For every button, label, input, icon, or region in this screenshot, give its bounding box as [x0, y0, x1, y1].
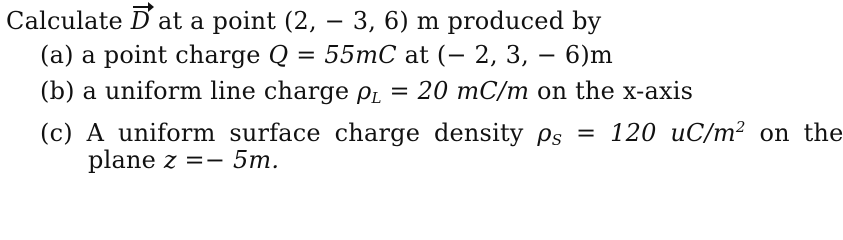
intro-text-before: Calculate	[6, 7, 131, 35]
part-c-label: (c)	[40, 119, 73, 147]
part-a-math: Q = 55mC	[268, 41, 397, 69]
part-c-rho-symbol: ρ	[537, 119, 552, 147]
part-c-subscript: S	[551, 131, 563, 149]
intro-text-after: at a point (2, − 3, 6) m produced by	[150, 7, 602, 35]
part-c-math	[537, 119, 745, 147]
part-b-math	[357, 77, 529, 105]
part-b-line	[40, 74, 693, 115]
part-b-subscript: L	[371, 89, 382, 107]
part-c-value: = 120 uC/m	[562, 119, 736, 147]
part-b-rho-symbol: ρ	[357, 77, 372, 105]
part-c-prefix: A uniform surface charge density	[72, 119, 538, 147]
intro-line	[6, 4, 601, 38]
part-a-label: (a)	[40, 41, 74, 69]
part-a-prefix: a point charge	[73, 41, 269, 69]
part-c-superscript: 2	[735, 118, 746, 136]
part-b-prefix: a uniform line charge	[74, 77, 358, 105]
part-a-line	[40, 38, 613, 72]
part-b-suffix: on the x-axis	[529, 77, 694, 105]
vector-d-symbol: D	[131, 4, 150, 38]
part-c-continuation-line	[88, 143, 279, 177]
part-c-suffix: on the	[745, 119, 843, 147]
continuation-text: plane	[88, 146, 164, 174]
continuation-math: z =− 5m.	[163, 146, 280, 174]
part-a-suffix: at (− 2, 3, − 6)m	[396, 41, 613, 69]
part-b-value: = 20 mC/m	[381, 77, 530, 105]
part-b-label: (b)	[40, 77, 75, 105]
